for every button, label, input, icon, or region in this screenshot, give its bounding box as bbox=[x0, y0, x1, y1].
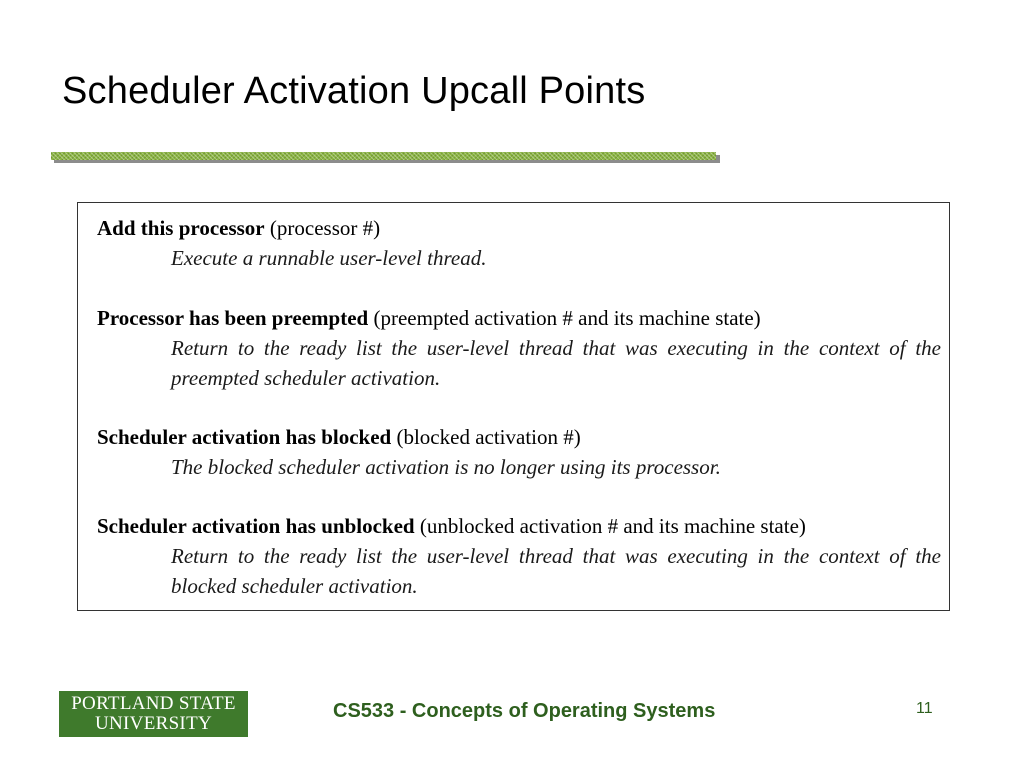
upcall-item bbox=[97, 213, 941, 273]
upcall-args: (preempted activation # and its machine state) bbox=[373, 306, 761, 330]
upcall-name: Scheduler activation has blocked bbox=[97, 425, 392, 449]
title-underline bbox=[51, 152, 719, 163]
upcall-description: Return to the ready list the user-level thread that was executing in the context of the blocked scheduler activation. bbox=[171, 544, 941, 598]
upcall-description: Return to the ready list the user-level thread that was executing in the context of the preempted scheduler activation. bbox=[171, 336, 941, 390]
upcall-figure bbox=[77, 202, 950, 611]
upcall-description: The blocked scheduler activation is no longer using its processor. bbox=[171, 455, 721, 479]
upcall-item bbox=[97, 511, 941, 601]
slide-title: Scheduler Activation Upcall Points bbox=[62, 70, 646, 112]
university-logo bbox=[59, 691, 248, 737]
upcall-heading bbox=[97, 511, 941, 541]
upcall-args: (unblocked activation # and its machine state) bbox=[419, 514, 806, 538]
upcall-name: Scheduler activation has unblocked bbox=[97, 514, 415, 538]
title-underline-bar bbox=[51, 152, 716, 160]
upcall-item bbox=[97, 303, 941, 393]
upcall-args: (processor #) bbox=[269, 216, 381, 240]
page-number: 11 bbox=[916, 700, 933, 717]
upcall-heading bbox=[97, 213, 941, 243]
upcall-heading bbox=[97, 422, 941, 452]
course-title: CS533 - Concepts of Operating Systems bbox=[333, 700, 716, 722]
logo-line-1: PORTLAND STATE bbox=[71, 693, 236, 714]
upcall-args: (blocked activation #) bbox=[396, 425, 581, 449]
upcall-name: Processor has been preempted bbox=[97, 306, 369, 330]
upcall-heading bbox=[97, 303, 941, 333]
upcall-item bbox=[97, 422, 941, 482]
upcall-name: Add this processor bbox=[97, 216, 265, 240]
upcall-description: Execute a runnable user-level thread. bbox=[171, 246, 487, 270]
logo-line-2: UNIVERSITY bbox=[95, 713, 212, 734]
